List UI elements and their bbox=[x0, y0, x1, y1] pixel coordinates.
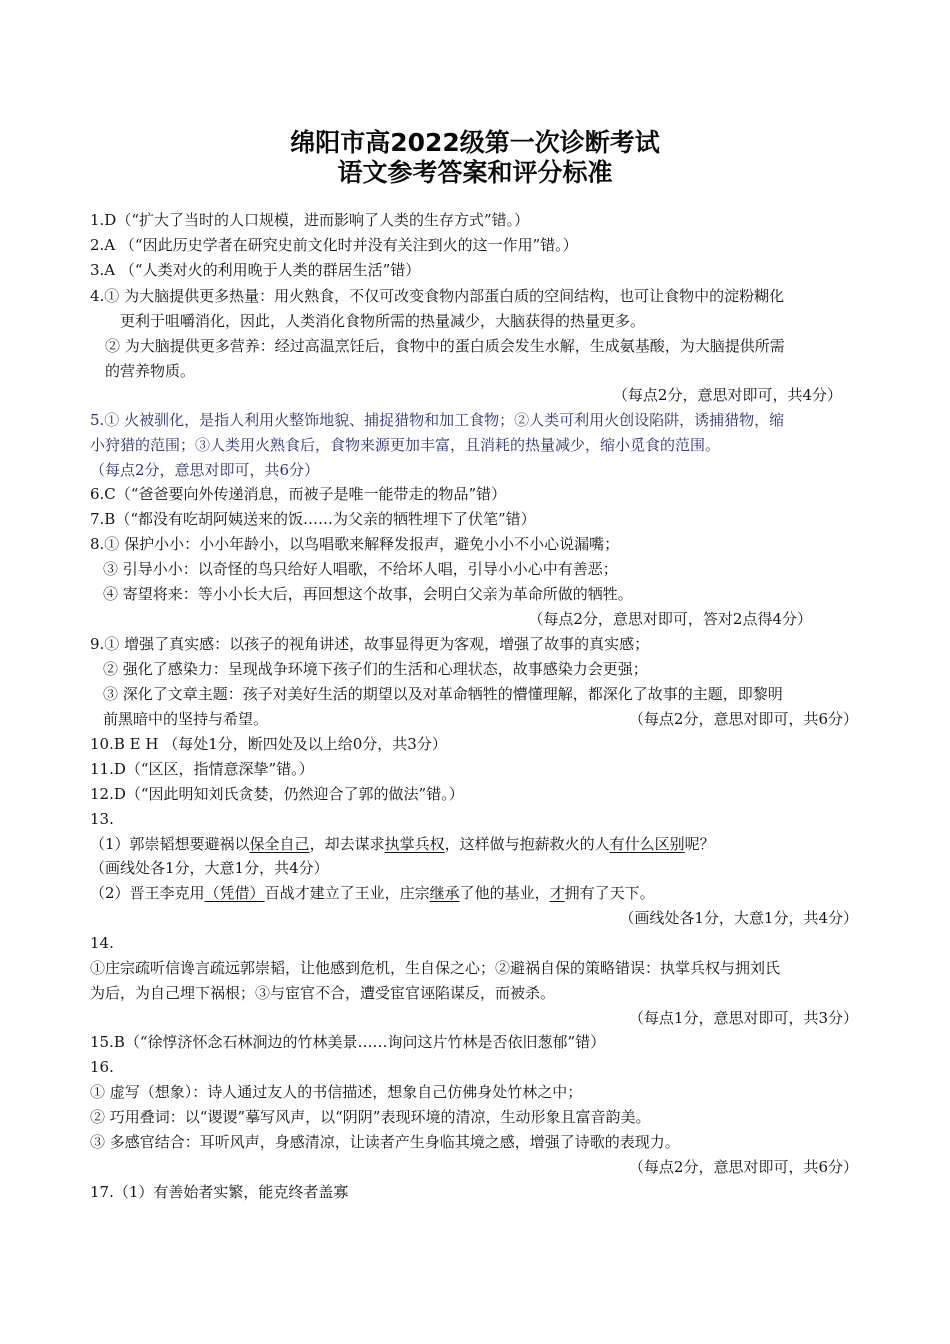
page-subtitle: 语文参考答案和评分标准 bbox=[337, 158, 613, 187]
answer-13-translation-2 bbox=[90, 883, 655, 903]
scoring-note: （每点1分，意思对即可，共3分） bbox=[628, 1009, 858, 1027]
answer-9-line: 前黑暗中的坚持与希望。 bbox=[103, 710, 269, 728]
text-segment: ，这样做与抱薪救火的人 bbox=[444, 835, 610, 853]
text-segment: （2）晋王李克用 bbox=[90, 884, 205, 902]
answer-8-line: 8.① 保护小小：小小年龄小，以鸟唱歌来解释发报声，避免小小不小心说漏嘴； bbox=[90, 535, 620, 553]
answer-6: 6.C（“爸爸要向外传递消息，而被子是唯一能带走的物品”错） bbox=[90, 485, 507, 503]
answer-9-line: ③ 深化了文章主题：孩子对美好生活的期望以及对革命牺牲的懵懂理解，都深化了故事的主题，即黎明 bbox=[103, 685, 783, 703]
text-segment: 百战才建立了王业，庄宗 bbox=[264, 884, 430, 902]
answer-4-line: 的营养物质。 bbox=[105, 362, 196, 380]
scoring-note: （每点2分，意思对即可，共6分） bbox=[628, 710, 858, 728]
answer-17: 17.（1）有善始者实繁，能克终者盖寡 bbox=[90, 1183, 349, 1201]
underlined-key-phrase: 保全自己 bbox=[249, 835, 310, 853]
scoring-note: （每点2分，意思对即可，共6分） bbox=[90, 461, 320, 479]
scoring-note: （每点2分，意思对即可，答对2点得4分） bbox=[528, 610, 812, 628]
answer-15: 15.B（“徐惇济怀念石林涧边的竹林美景……询问这片竹林是否依旧葱郁”错） bbox=[90, 1033, 606, 1051]
answer-16-line: ① 虚写（想象）：诗人通过友人的书信描述，想象自己仿佛身处竹林之中； bbox=[90, 1083, 583, 1101]
answer-16-line: ③ 多感官结合：耳听风声，身感清凉，让读者产生身临其境之感，增强了诗歌的表现力。 bbox=[90, 1133, 680, 1151]
answer-2: 2.A （“因此历史学者在研究史前文化时并没有关注到火的这一作用”错。） bbox=[90, 236, 578, 254]
underlined-key-phrase: 执掌兵权 bbox=[384, 835, 445, 853]
scoring-note: （每点2分，意思对即可，共6分） bbox=[628, 1158, 858, 1176]
answer-4-line: ② 为大脑提供更多营养：经过高温烹饪后，食物中的蛋白质会发生水解，生成氨基酸，为大脑提供所需 bbox=[105, 337, 785, 355]
text-segment: 了他的基业， bbox=[459, 884, 550, 902]
text-segment: 拥有了天下。 bbox=[564, 884, 655, 902]
answer-8-line: ③ 引导小小：以奇怪的鸟只给好人唱歌，不给坏人唱，引导小小心中有善恶； bbox=[103, 560, 618, 578]
answer-16-number: 16. bbox=[90, 1058, 114, 1076]
answer-9-line: 9.① 增强了真实感：以孩子的视角讲述，故事显得更为客观，增强了故事的真实感； bbox=[90, 635, 650, 653]
answer-14-line: 为后，为自己埋下祸根；③与宦官不合，遭受宦官诬陷谋反，而被杀。 bbox=[90, 984, 556, 1002]
text-segment: 呢？ bbox=[684, 835, 715, 853]
answer-9-line: ② 强化了感染力：呈现战争环境下孩子们的生活和心理状态，故事感染力会更强； bbox=[103, 660, 648, 678]
underlined-key-phrase: 才 bbox=[549, 884, 565, 902]
underlined-key-phrase: （凭借） bbox=[204, 884, 265, 902]
answer-1: 1.D（“扩大了当时的人口规模，进而影响了人类的生存方式”错。） bbox=[90, 211, 530, 229]
answer-13-number: 13. bbox=[90, 810, 114, 828]
answer-5-line: 5.① 火被驯化，是指人利用火整饰地貌、捕捉猎物和加工食物；②人类可利用火创设陷阱，诱捕猎物，缩 bbox=[90, 411, 785, 429]
answer-3: 3.A （“人类对火的利用晚于人类的群居生活”错） bbox=[90, 261, 421, 279]
answer-7: 7.B（“都没有吃胡阿姨送来的饭……为父亲的牺牲埋下了伏笔”错） bbox=[90, 510, 536, 528]
text-segment: ，却去谋求 bbox=[309, 835, 385, 853]
answer-8-line: ④ 寄望将来：等小小长大后，再回想这个故事，会明白父亲为革命所做的牺牲。 bbox=[103, 585, 633, 603]
page-title: 绵阳市高2022级第一次诊断考试 bbox=[290, 128, 660, 157]
answer-4-line: 更利于咀嚼消化，因此，人类消化食物所需的热量减少，大脑获得的热量更多。 bbox=[120, 312, 646, 330]
answer-11: 11.D（“区区，指情意深挚”错。） bbox=[90, 760, 314, 778]
answer-4-line: 4.① 为大脑提供更多热量：用火熟食，不仅可改变食物内部蛋白质的空间结构，也可让食物中的淀粉糊化 bbox=[90, 287, 785, 305]
answer-5-line: 小狩猎的范围；③人类用火熟食后，食物来源更加丰富，且消耗的热量减少，缩小觅食的范围。 bbox=[90, 436, 721, 454]
answer-14-line: ①庄宗疏听信谗言疏远郭崇韬，让他感到危机，生自保之心；②避祸自保的策略错误：执掌兵权与拥刘氏 bbox=[90, 959, 781, 977]
answer-16-line: ② 巧用叠词：以“谡谡”摹写风声，以“阴阴”表现环境的清凉，生动形象且富音韵美。 bbox=[90, 1108, 651, 1126]
scoring-note: （画线处各1分，大意1分，共4分） bbox=[619, 909, 858, 927]
scoring-note: （画线处各1分，大意1分，共4分） bbox=[90, 859, 329, 877]
answer-14-number: 14. bbox=[90, 934, 114, 952]
scoring-note: （每点2分，意思对即可，共4分） bbox=[612, 386, 842, 404]
text-segment: （1）郭崇韬想要避祸以 bbox=[90, 835, 250, 853]
answer-13-translation-1 bbox=[90, 834, 715, 854]
underlined-key-phrase: 有什么区别 bbox=[609, 835, 685, 853]
underlined-key-phrase: 继承 bbox=[429, 884, 460, 902]
answer-10: 10.B E H （每处1分，断四处及以上给0分，共3分） bbox=[90, 735, 447, 753]
answer-12: 12.D（“因此明知刘氏贪婪，仍然迎合了郭的做法”错。） bbox=[90, 785, 464, 803]
